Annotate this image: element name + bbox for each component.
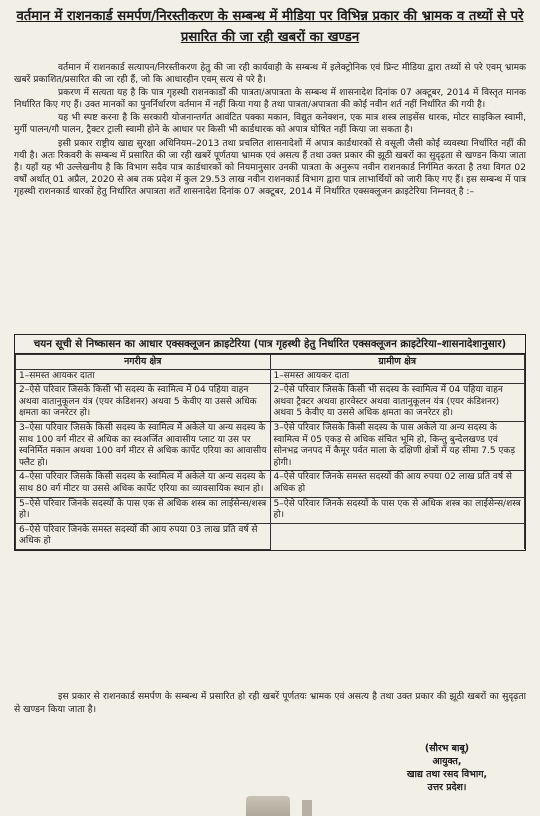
paragraph-4: इसी प्रकार राष्ट्रीय खाद्य सुरक्षा अधिनियम–2013 तथा प्रचलित शासनादेशों में अपात्र कार्डधारकों से वसूली जैसी कोई व्यवस्था निर्धारित नहीं की गयी है। अतः रिकवरी के सम्बन्ध में प्रसारित की जा रही खबरें पूर्णतया भ्रामक एवं असत्य हैं तथा उक्त प्रकार की झूठी खबरों का सुदृढ़ता से खण्डन किया जाता है। यहाँ यह भी उल्लेखनीय है कि विभाग सदैव पात्र कार्डधारकों को नियमानुसार उनकी पात्रता के अनुरूप नवीन राशनकार्ड निर्गमित करता है तथा विगत 02 वर्षों अर्थात् 01 अप्रैल, 2020 से अब तक प्रदेश में कुल 29.53 लाख नवीन राशनकार्ड विभाग द्वारा पात्र लाभार्थियों को जारी किए गए हैं। इस सम्बन्ध में पात्र गृहस्थी राशनकार्ड धारकों हेतु निर्धारित अपात्रता शर्तें शासनादेश दिनांक 07 अक्टूबर, 2014 में निर्धारित एक्सक्लूजन क्राइटेरिया निम्नवत् है :– — [14, 138, 526, 197]
photo-shadow-small — [302, 800, 312, 816]
criteria-header-row — [16, 355, 525, 370]
criteria-row — [16, 421, 525, 470]
paragraph-1: वर्तमान में राशनकार्ड सत्यापन/निरस्तीकरण हेतु की जा रही कार्यवाही के सम्बन्ध में इलेक्ट्रोनिक एवं प्रिन्ट मीडिया द्वारा तथ्यों से परे एवम् भ्रामक खबरें प्रकाशित/प्रसारित की जा रही हैं, जो कि आधारहीन एवम् सत्य से परे है। — [14, 63, 526, 86]
rural-criterion-4: 4–ऐसे परिवार जिनके समस्त सदस्यों की आय रुपया 02 लाख प्रति वर्ष से अधिक हो — [270, 471, 525, 497]
rural-criterion-2: 2–ऐसे परिवार जिसके किसी भी सदस्य के स्वामित्व में 04 पहिया वाहन अथवा ट्रैक्टर अथवा हारवेस्टर अथवा वातानुकूलन यंत्र (एयर कंडिशनर) अथवा 5 केवीए या उससे अधिक क्षमता का जनरेटर हो। — [270, 384, 525, 422]
criteria-row — [16, 497, 525, 523]
urban-criterion-1: 1–समस्त आयकर दाता — [16, 369, 271, 384]
rural-column-header: ग्रामीण क्षेत्र — [270, 355, 525, 370]
urban-criterion-4: 4–ऐसा परिवार जिसके किसी सदस्य के स्वामित्व में अकेले या अन्य सदस्य के साथ 80 वर्ग मीटर या उससे अधिक कार्पेट एरिया का व्यावसायिक स्थान हो। — [16, 471, 271, 497]
criteria-heading: चयन सूची से निष्कासन का आधार एक्सक्लूजन क्राइटेरिया (पात्र गृहस्थी हेतु निर्धारित एक्सक्लूजन क्राइटेरिया–शासनादेशानुसार) — [15, 335, 525, 354]
urban-column-header: नगरीय क्षेत्र — [16, 355, 271, 370]
criteria-row — [16, 384, 525, 422]
signatory-state: उत्तर प्रदेश। — [427, 782, 467, 793]
document-title: वर्तमान में राशनकार्ड समर्पण/निरस्तीकरण के सम्बन्ध में मीडिया पर विभिन्न प्रकार की भ्रामक व तथ्यों से परे प्रसारित की जा रही खबरों का खण्डन — [16, 9, 524, 45]
criteria-row — [16, 369, 525, 384]
criteria-row — [16, 523, 525, 549]
paragraph-3: यह भी स्पष्ट करना है कि सरकारी योजनान्तर्गत आवंटित पक्का मकान, विद्युत कनेक्शन, एक मात्र शस्त्र लाइसेंस धारक, मोटर साइकिल स्वामी, मुर्गी पालन/गौ पालन, ट्रैक्टर ट्राली स्वामी होने के आधार पर किसी भी कार्डधारक को अपात्र घोषित नहीं किया जा सकता है। — [14, 113, 526, 136]
signatory-name: (सौरभ बाबू) — [424, 743, 470, 754]
criteria-table — [15, 354, 525, 550]
urban-criterion-6: 6–ऐसे परिवार जिनके समस्त सदस्यों की आय रुपया 03 लाख प्रति वर्ष से अधिक हो — [16, 523, 271, 549]
rural-criterion-1: 1–समस्त आयकर दाता — [270, 369, 525, 384]
urban-criterion-5: 5–ऐसे परिवार जिनके सदस्यों के पास एक से अधिक शस्त्र का लाईसेन्स/शस्त्र हो। — [16, 497, 271, 523]
signature-block — [372, 742, 522, 794]
signatory-designation: आयुक्त, — [432, 756, 462, 767]
criteria-row — [16, 471, 525, 497]
exclusion-criteria-box — [14, 334, 526, 551]
rural-criterion-5: 5–ऐसे परिवार जिनके सदस्यों के पास एक से अधिक शस्त्र का लाईसेन्स/शस्त्र हो। — [270, 497, 525, 523]
signatory-department: खाद्य तथा रसद विभाग, — [406, 769, 488, 780]
urban-criterion-2: 2–ऐसे परिवार जिसके किसी भी सदस्य के स्वामित्व में 04 पहिया वाहन अथवा वातानुकूलन यंत्र (एयर कंडिशनर) अथवा 5 केवीए या उससे अधिक क्षमता का जनरेटर हो। — [16, 384, 271, 422]
rural-criterion-3: 3–ऐसे परिवार जिसके किसी सदस्य के पास अकेले या अन्य सदस्य के स्वामित्व में 05 एकड़ से अधिक संचित भूमि हो, किन्तु बुन्देलखण्ड एवं सोनभद्र जनपद में कैमूर पर्वत माला के दक्षिणी क्षेत्रों में यह सीमा 7.5 एकड़ होगी। — [270, 421, 525, 470]
document-body — [14, 62, 526, 199]
photo-shadow — [246, 796, 290, 816]
urban-criterion-3: 3–ऐसा परिवार जिसके किसी सदस्य के स्वामित्व में अकेले या अन्य सदस्य के साथ 100 वर्ग मीटर से अधिक का स्वअर्जित आवासीय प्लाट या उस पर स्वनिर्मित मकान अथवा 100 वर्ग मीटर से अधिक कार्पेट एरिया का आवासीय फ्लैट हो। — [16, 421, 271, 470]
closing-statement: इस प्रकार से राशनकार्ड समर्पण के सम्बन्ध में प्रसारित हो रही खबरें पूर्णतयः भ्रामक एवं असत्य है तथा उक्त प्रकार की झूठी खबरों का सुदृढ़ता से खण्डन किया जाता है। — [14, 691, 526, 715]
rural-criterion-6 — [270, 523, 525, 549]
paragraph-2: प्रकरण में सत्यता यह है कि पात्र गृहस्थी राशनकार्डों की पात्रता/अपात्रता के सम्बन्ध में शासनादेश दिनांक 07 अक्टूबर, 2014 में विस्तृत मानक निर्धारित किए गए हैं। उक्त मानकों का पुनर्निर्धारण वर्तमान में नहीं किया गया है तथा पात्रता/अपात्रता की कोई नवीन शर्त नहीं निर्धारित की गयी है। — [14, 88, 526, 111]
